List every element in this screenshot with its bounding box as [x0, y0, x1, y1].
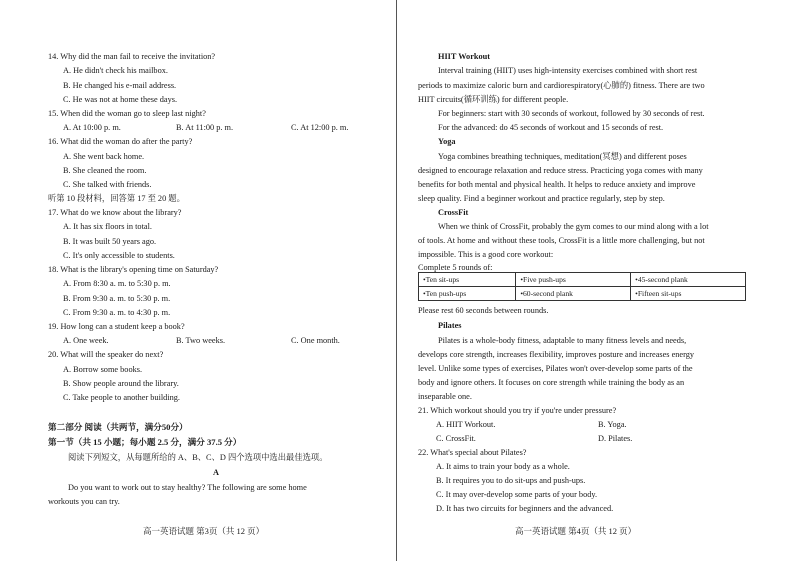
q15-stem: 15. When did the woman go to sleep last night?: [48, 109, 206, 118]
pilates-line-2: develops core strength, increases flexibility, improves posture and increases energy: [418, 350, 695, 359]
q18-option-a: A. From 8:30 a. m. to 5:30 p. m.: [63, 279, 171, 288]
pilates-line-4: body and ignore others. It focuses on core strength while training the body as an: [418, 378, 685, 387]
table-row: [419, 273, 746, 287]
yoga-line-4: sleep quality. Find a beginner workout and practice regularly, step by step.: [418, 194, 665, 203]
q20-stem: 20. What will the speaker do next?: [48, 350, 164, 359]
q19-stem: 19. How long can a student keep a book?: [48, 322, 185, 331]
q21-option-b: B. Yoga.: [598, 420, 627, 429]
part-two-heading: 第二部分 阅读（共两节，满分50分）: [48, 422, 188, 432]
passage-intro-line-1: Do you want to work out to stay healthy? The following are some home: [68, 483, 307, 492]
q22-option-c: C. It may over-develop some parts of your body.: [436, 490, 598, 499]
q20-option-a: A. Borrow some books.: [63, 365, 143, 374]
q22-option-b: B. It requires you to do sit-ups and push-ups.: [436, 476, 586, 485]
q16-option-c: C. She talked with friends.: [63, 180, 152, 189]
q17-option-b: B. It was built 50 years ago.: [63, 237, 157, 246]
q19-option-b: B. Two weeks.: [176, 336, 226, 345]
q20-option-b: B. Show people around the library.: [63, 379, 179, 388]
crossfit-line-2: of tools. At home and without these tools, CrossFit is a little more challenging, but not: [418, 236, 705, 245]
q17-stem: 17. What do we know about the library?: [48, 208, 182, 217]
yoga-line-1: Yoga combines breathing techniques, meditation(冥想) and different poses: [438, 152, 687, 161]
hiit-beginners: For beginners: start with 30 seconds of workout, followed by 30 seconds of rest.: [438, 109, 705, 118]
q18-option-c: C. From 9:30 a. m. to 4:30 p. m.: [63, 308, 171, 317]
q14-stem: 14. Why did the man fail to receive the invitation?: [48, 52, 216, 61]
table-row: [419, 287, 746, 301]
q21-option-c: C. CrossFit.: [436, 434, 476, 443]
hiit-line-3: HIIT circuits(循环训练) for different people.: [418, 95, 569, 104]
pilates-line-5: inseparable one.: [418, 392, 472, 401]
q15-option-b: B. At 11:00 p. m.: [176, 123, 234, 132]
table-cell: •Five push-ups: [516, 273, 631, 287]
q15-option-c: C. At 12:00 p. m.: [291, 123, 349, 132]
yoga-line-3: benefits for both mental and physical health. It helps to reduce anxiety and improve: [418, 180, 696, 189]
q18-option-b: B. From 9:30 a. m. to 5:30 p. m.: [63, 294, 171, 303]
hiit-advanced: For the advanced: do 45 seconds of workout and 15 seconds of rest.: [438, 123, 664, 132]
yoga-title: Yoga: [438, 137, 456, 146]
q14-option-a: A. He didn't check his mailbox.: [63, 66, 168, 75]
hiit-line-1: Interval training (HIIT) uses high-intensity exercises combined with short rest: [438, 66, 698, 75]
table-cell: •45-second plank: [631, 273, 746, 287]
q18-stem: 18. What is the library's opening time on Saturday?: [48, 265, 219, 274]
q21-stem: 21. Which workout should you try if you're under pressure?: [418, 406, 617, 415]
q19-option-a: A. One week.: [63, 336, 109, 345]
yoga-line-2: designed to encourage relaxation and reduce stress. Practicing yoga comes with many: [418, 166, 703, 175]
pilates-line-1: Pilates is a whole-body fitness, adaptable to many fitness levels and needs,: [438, 336, 687, 345]
page-footer-right: 高一英语试题 第4页（共 12 页）: [515, 526, 637, 536]
q17-option-c: C. It's only accessible to students.: [63, 251, 175, 260]
crossfit-rounds-label: Complete 5 rounds of:: [418, 263, 493, 272]
table-cell: •Ten sit-ups: [419, 273, 516, 287]
pilates-title: Pilates: [438, 321, 462, 330]
q16-option-a: A. She went back home.: [63, 152, 145, 161]
pilates-line-3: level. Unlike some types of exercises, Pilates won't over-develop some parts of the: [418, 364, 693, 373]
crossfit-rest-note: Please rest 60 seconds between rounds.: [418, 306, 549, 315]
crossfit-line-1: When we think of CrossFit, probably the gym comes to our mind along with a lot: [438, 222, 709, 231]
q22-option-d: D. It has two circuits for beginners and the advanced.: [436, 504, 614, 513]
hiit-line-2: periods to maximize caloric burn and cardiorespiratory(心肺的) fitness. There are two: [418, 81, 705, 90]
passage-label: A: [213, 468, 219, 477]
q22-option-a: A. It aims to train your body as a whole.: [436, 462, 570, 471]
q21-option-a: A. HIIT Workout.: [436, 420, 496, 429]
q17-option-a: A. It has six floors in total.: [63, 222, 152, 231]
q16-option-b: B. She cleaned the room.: [63, 166, 147, 175]
q14-option-c: C. He was not at home these days.: [63, 95, 178, 104]
q22-stem: 22. What's special about Pilates?: [418, 448, 527, 457]
table-cell: •Ten push-ups: [419, 287, 516, 301]
q15-option-a: A. At 10:00 p. m.: [63, 123, 121, 132]
listening-section-note: 听第 10 段材料，回答第 17 至 20 题。: [48, 194, 185, 203]
table-cell: •Fifteen sit-ups: [631, 287, 746, 301]
crossfit-title: CrossFit: [438, 208, 469, 217]
q20-option-c: C. Take people to another building.: [63, 393, 181, 402]
q14-option-b: B. He changed his e-mail address.: [63, 81, 177, 90]
q16-stem: 16. What did the woman do after the party?: [48, 137, 193, 146]
page-footer-left: 高一英语试题 第3页（共 12 页）: [143, 526, 265, 536]
hiit-title: HIIT Workout: [438, 52, 491, 61]
crossfit-rounds-table: [418, 272, 746, 301]
table-cell: •60-second plank: [516, 287, 631, 301]
passage-intro-line-2: workouts you can try.: [48, 497, 120, 506]
crossfit-line-3: impossible. This is a good core workout:: [418, 250, 554, 259]
q19-option-c: C. One month.: [291, 336, 340, 345]
q21-option-d: D. Pilates.: [598, 434, 633, 443]
reading-instructions: 阅读下列短文，从每题所给的 A、B、C、D 四个选项中选出最佳选项。: [68, 453, 328, 462]
section-one-heading: 第一节（共 15 小题；每小题 2.5 分，满分 37.5 分）: [48, 437, 242, 447]
